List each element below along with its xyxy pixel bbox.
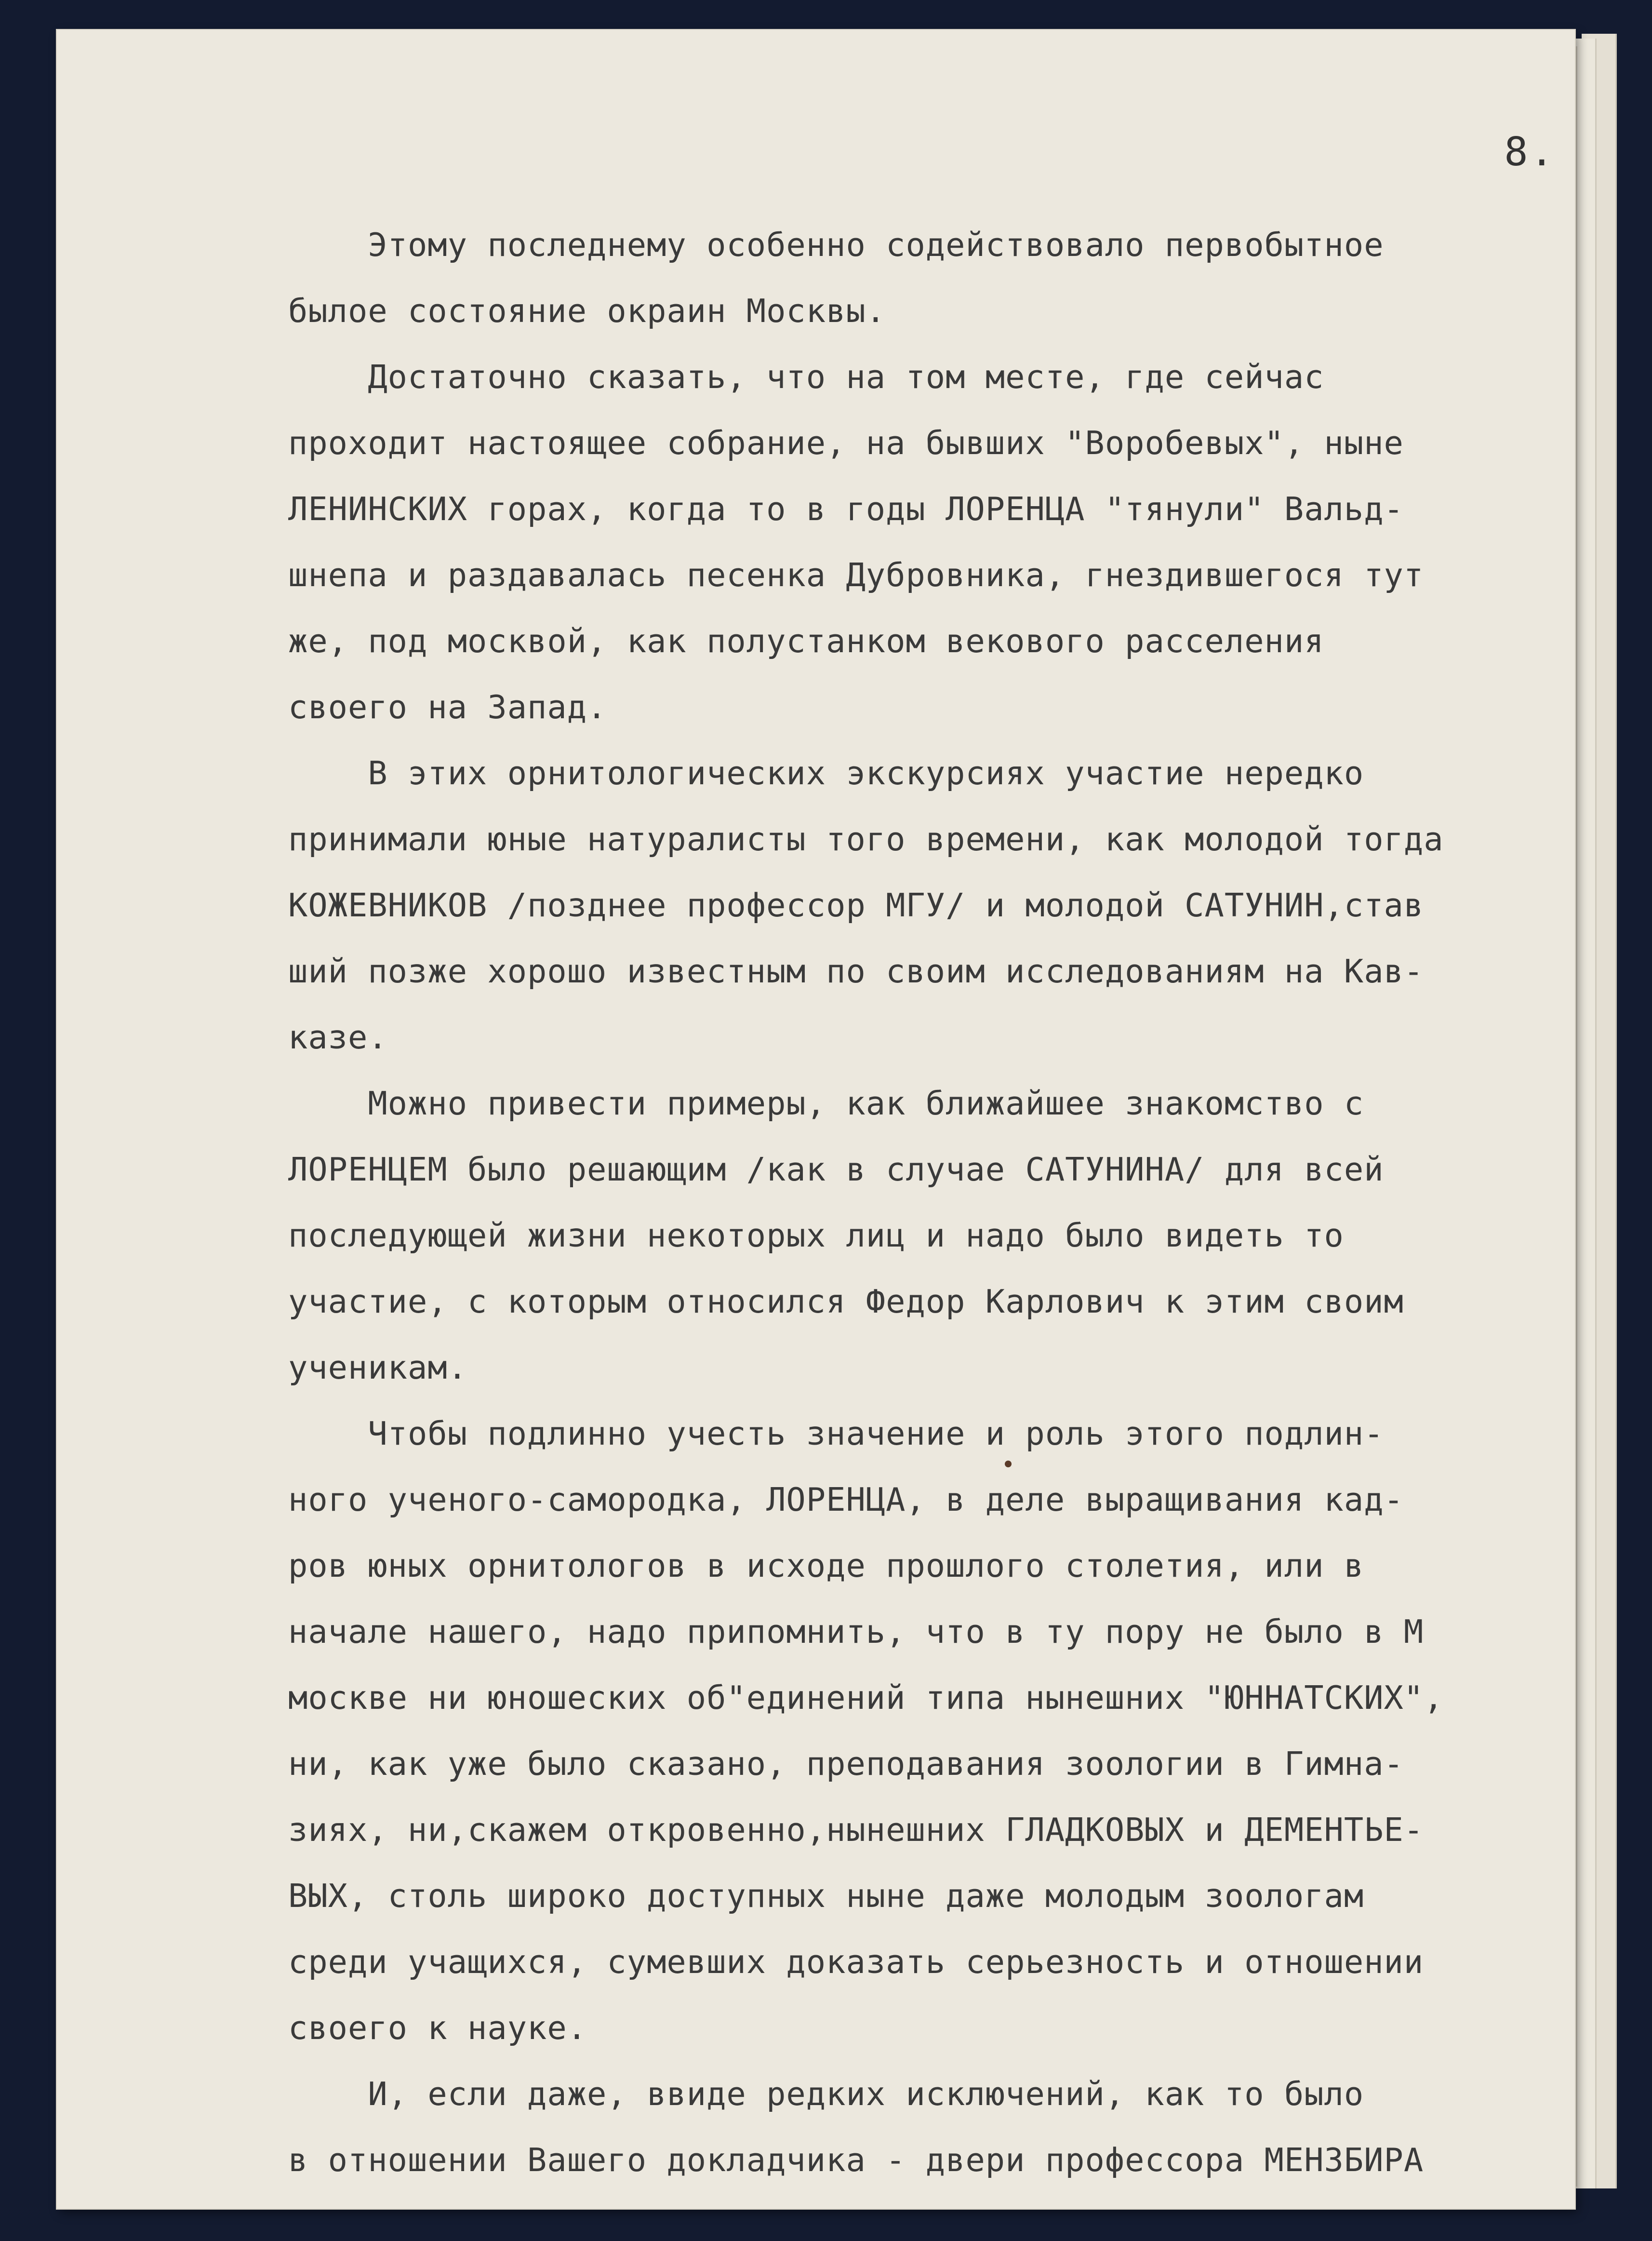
text-line: Чтобы подлинно учесть значение и роль этого подлин- [288,1415,1384,1452]
text-line: ЛЕНИНСКИХ горах, когда то в годы ЛОРЕНЦА "тянули" Вальд- [288,490,1404,528]
text-line: И, если даже, ввиде редких исключений, как то было [288,2075,1364,2113]
text-line: начале нашего, надо припомнить, что в ту пору не было в М [288,1613,1424,1651]
text-line: былое состояние окраин Москвы. [288,292,886,330]
text-line: КОЖЕВНИКОВ /позднее профессор МГУ/ и молодой САТУНИН,став [288,886,1424,924]
text-line: последующей жизни некоторых лиц и надо было видеть то [288,1217,1344,1254]
text-line: Можно привести примеры, как ближайшее знакомство с [288,1085,1364,1122]
text-line: проходит настоящее собрание, на бывших "Воробевых", ныне [288,424,1404,462]
text-line: своего на Запад. [288,688,607,726]
text-line: ший позже хорошо известным по своим исследованиям на Кав- [288,953,1424,990]
text-line: москве ни юношеских об"единений типа нынешних "ЮННАТСКИХ", [288,1679,1444,1717]
text-line: среди учащихся, сумевших доказать серьезность и отношении [288,1943,1424,1981]
text-line: ученикам. [288,1349,468,1386]
text-line: в отношении Вашего докладчика - двери профессора МЕНЗБИРА [288,2141,1424,2179]
text-line: ВЫХ, столь широко доступных ныне даже молодым зоологам [288,1877,1364,1915]
text-line: ЛОРЕНЦЕМ было решающим /как в случае САТУНИНА/ для всей [288,1151,1384,1188]
page-number: 8. [1504,129,1556,175]
text-line: шнепа и раздавалась песенка Дубровника, гнездившегося тут [288,556,1424,594]
text-line: В этих орнитологических экскурсиях участие нередко [288,754,1364,792]
text-line: же, под москвой, как полустанком векового расселения [288,622,1324,660]
text-line: ни, как уже было сказано, преподавания зоологии в Гимна- [288,1745,1404,1783]
text-line: Достаточно сказать, что на том месте, где сейчас [288,358,1324,396]
text-line: участие, с которым относился Федор Карлович к этим своим [288,1283,1404,1320]
text-line: ного ученого-самородка, ЛОРЕНЦА, в деле выращивания кад- [288,1481,1404,1518]
text-line: казе. [288,1019,388,1056]
body-text [288,212,1609,2193]
text-line: своего к науке. [288,2009,587,2047]
text-line: зиях, ни,скажем откровенно,нынешних ГЛАДКОВЫХ и ДЕМЕНТЬЕ- [288,1811,1424,1849]
text-line: принимали юные натуралисты того времени, как молодой тогда [288,820,1444,858]
text-line: ров юных орнитологов в исходе прошлого столетия, или в [288,1547,1364,1584]
text-line: Этому последнему особенно содействовало первобытное [288,226,1384,264]
